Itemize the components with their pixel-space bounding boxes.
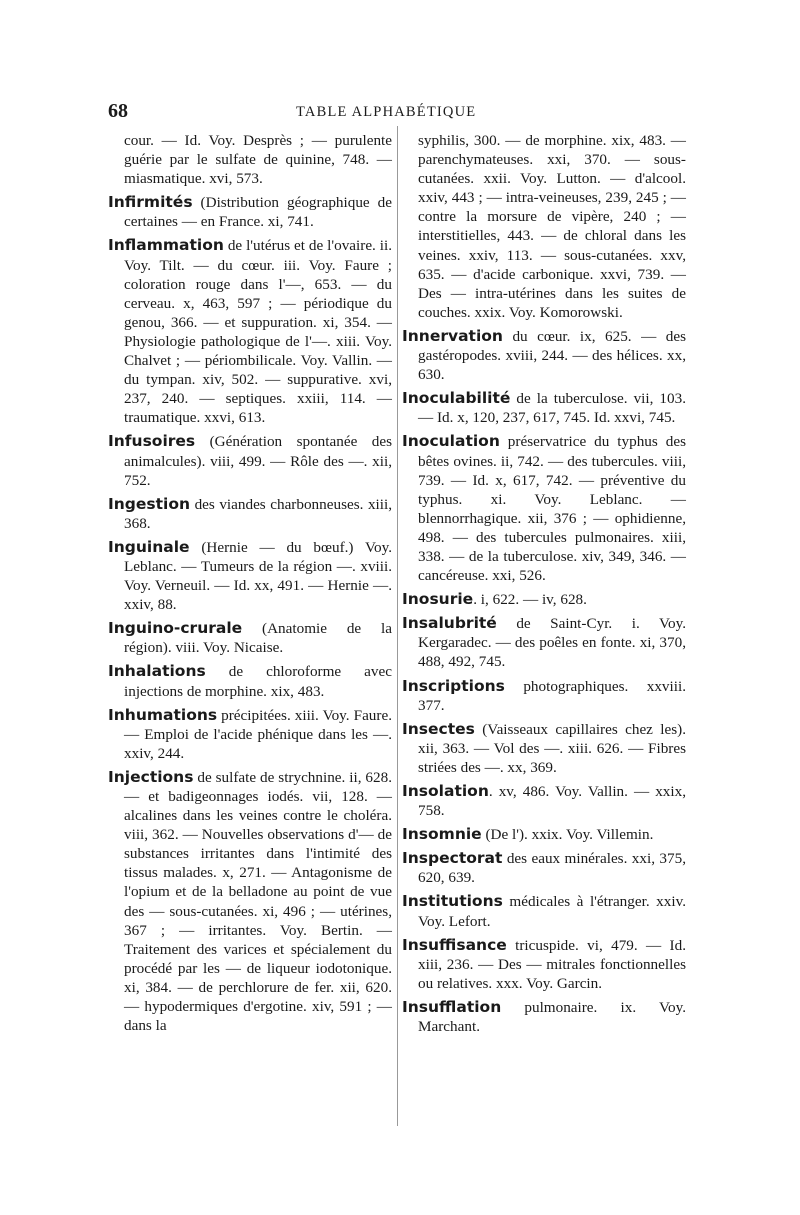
index-entry: Infusoires (Génération spontanée des animalcules). viii, 499. — Rôle des —. xii, 752.: [108, 432, 392, 489]
index-entry: Innervation du cœur. ix, 625. — des gastéropodes. xviii, 244. — des hélices. xx, 630.: [402, 326, 686, 384]
index-entry: Insectes (Vaisseaux capillaires chez les). xii, 363. — Vol des —. xiii. 626. — Fibres striées des —. xx, 369.: [402, 719, 686, 776]
entry-heading: Inhumations: [108, 705, 218, 724]
entry-heading: Infirmités: [108, 193, 193, 212]
entry-heading: Injections: [108, 767, 194, 786]
entry-heading: Ingestion: [108, 494, 191, 513]
index-entry: Insufflation pulmonaire. ix. Voy. Marchant.: [402, 997, 686, 1036]
entry-heading: Insufflation: [402, 997, 502, 1016]
index-entry: Inosurie. i, 622. — iv, 628.: [402, 590, 587, 609]
entry-heading: Insalubrité: [402, 614, 497, 633]
entry-heading: Inoculabilité: [402, 389, 511, 408]
entry-heading: Inguinale: [108, 537, 190, 556]
entry-heading: Inoculation: [402, 432, 500, 451]
entry-heading: Insolation: [402, 782, 489, 800]
left-column: [108, 131, 392, 1040]
index-entry: Inoculabilité de la tuberculose. vii, 103. — Id. x, 120, 237, 617, 745. Id. xxvi, 745.: [402, 389, 686, 427]
index-entry: cour. — Id. Voy. Desprès ; — purulente guérie par le sulfate de quinine, 748. — miasmatique. xvi, 573.: [124, 132, 392, 188]
entry-heading: Insuffisance: [402, 935, 507, 954]
entry-heading: Insectes: [402, 719, 475, 738]
index-entry: Inguino-crurale (Anatomie de la région). viii. Voy. Nicaise.: [108, 619, 392, 657]
entry-heading: Inscriptions: [402, 676, 505, 695]
entry-heading: Inflammation: [108, 236, 224, 255]
index-entry: Inhalations de chloroforme avec injections de morphine. xix, 483.: [108, 662, 392, 700]
index-entry: Insolation. xv, 486. Voy. Vallin. — xxix, 758.: [402, 782, 686, 820]
index-entry: Infirmités (Distribution géographique de certaines — en France. xi, 741.: [108, 193, 392, 231]
index-entry: Ingestion des viandes charbonneuses. xiii, 368.: [108, 494, 392, 532]
entry-heading: Inguino-crurale: [108, 619, 243, 638]
index-entry: Insuffisance tricuspide. vi, 479. — Id. xiii, 236. — Des — mitrales fonctionnelles ou relatives. xxx. Voy. Garcin.: [402, 935, 686, 992]
page-number: 68: [108, 100, 128, 122]
entry-heading: Infusoires: [108, 432, 196, 451]
right-column: [402, 131, 686, 1041]
entry-heading: Institutions: [402, 892, 503, 911]
entry-heading: Inspectorat: [402, 849, 503, 868]
index-entry: Inguinale (Hernie — du bœuf.) Voy. Leblanc. — Tumeurs de la région —. xviii. Voy. Verneuil. — Id. xx, 491. — Hernie —. xxiv, 88.: [108, 537, 392, 614]
index-entry: syphilis, 300. — de morphine. xix, 483. — parenchymateuses. xxi, 370. — sous-cutanées. xxii. Voy. Lutton. — d'alcool. xxiv, 443 ; — intra-veineuses, 239, 245 ; — contre la morsure de vipère, 240 ; — interstitielles, 443. — de chloral dans les veines. xxiv, 113. — sous-cutanées. xxv, 635. — d'acide carbonique. xxvi, 739. — Des — intra-utérines dans les suites de couches. xxix. Voy. Komorowski.: [418, 132, 686, 321]
column-divider: [397, 126, 398, 1126]
index-entry: Inspectorat des eaux minérales. xxi, 375, 620, 639.: [402, 849, 686, 887]
index-entry: Institutions médicales à l'étranger. xxiv. Voy. Lefort.: [402, 892, 686, 930]
index-entry: Inhumations précipitées. xiii. Voy. Faure. — Emploi de l'acide phénique dans les —. xxiv, 244.: [108, 705, 392, 762]
running-title: TABLE ALPHABÉTIQUE: [296, 104, 477, 120]
index-entry: Insomnie (De l'). xxix. Voy. Villemin.: [402, 825, 654, 844]
index-entry: Inscriptions photographiques. xxviii. 377.: [402, 676, 686, 714]
entry-heading: Innervation: [402, 326, 503, 345]
index-entry: Injections de sulfate de strychnine. ii, 628. — et badigeonnages iodés. vii, 128. — alcalines dans les veines contre le choléra. viii, 362. — Nouvelles observations d'— de substances irritantes dans l'intimité des tissus malades. x, 271. — Antagonisme de l'opium et de la belladone au point de vue des — sous-cutanées. xi, 496 ; — utérines, 367 ; — irritantes. Voy. Bertin. — Traitement des varices et spécialement du procédé par les — de liqueur iodotonique. xi, 384. — de perchlorure de fer. xii, 620. — hypodermiques d'ergotine. xiv, 591 ; — dans la: [108, 767, 392, 1035]
entry-heading: Inhalations: [108, 662, 206, 681]
index-entry: Inoculation préservatrice du typhus des bêtes ovines. ii, 742. — des tubercules. viii, 739. — Id. x, 617, 742. — préventive du typhus. xi. Voy. Leblanc. — blennorrhagique. xii, 376 ; — ophidienne, 498. — des tubercules pulmonaires. xiii, 338. — de la tuberculose. xiv, 349, 346. — cancéreuse. xxi, 526.: [402, 432, 686, 585]
index-entry: Inflammation de l'utérus et de l'ovaire. ii. Voy. Tilt. — du cœur. iii. Voy. Faure ; coloration rouge dans l'—, 653. — du cerveau. x, 463, 597 ; — périodique du genou, 366. — et suppuration. xi, 354. — Physiologie pathologique de l'—. xiii. Voy. Chalvet ; — périombilicale. Voy. Vallin. — du tympan. xiv, 502. — suppurative. xvi, 237, 240. — septiques. xxiii, 114. — traumatique. xxvi, 613.: [108, 236, 392, 427]
entry-heading: Insomnie: [402, 825, 482, 844]
index-entry: Insalubrité de Saint-Cyr. i. Voy. Kergaradec. — des poêles en fonte. xi, 370, 488, 492, 745.: [402, 614, 686, 671]
entry-heading: Inosurie: [402, 590, 474, 609]
